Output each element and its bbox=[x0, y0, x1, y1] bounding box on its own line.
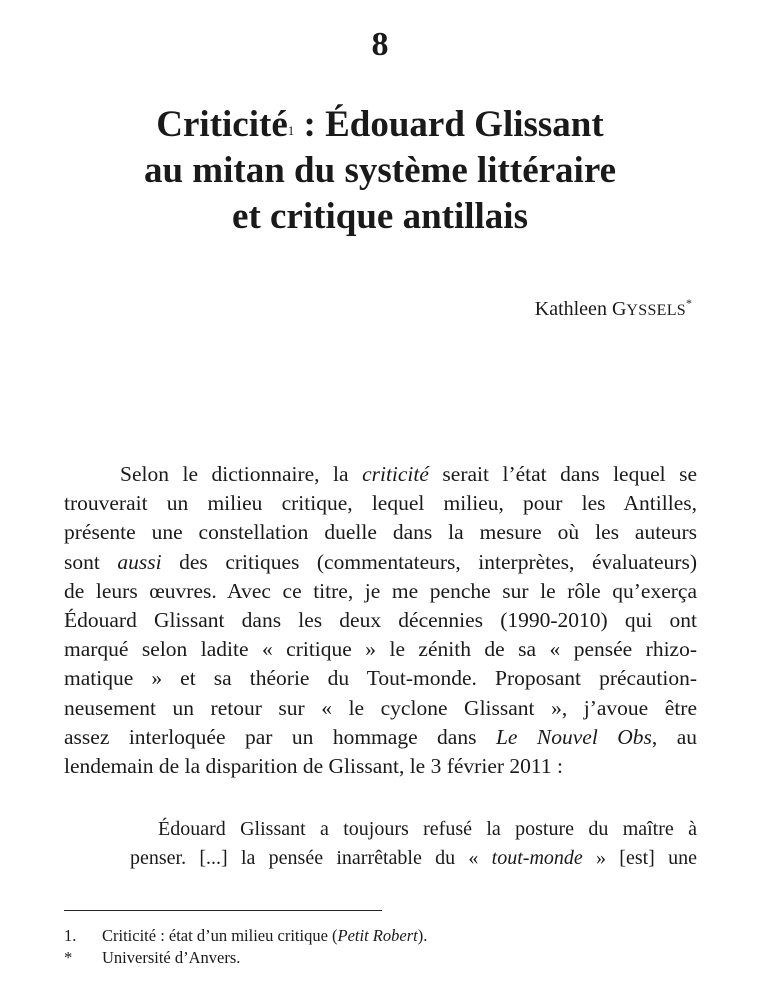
title-line-2: au mitan du système littéraire bbox=[143, 150, 617, 191]
author-footnote-ref[interactable]: * bbox=[686, 296, 692, 310]
paragraph-line: neusement un retour sur « le cyclone Glissant », j’avoue être bbox=[64, 695, 697, 720]
footnote-1 bbox=[64, 925, 427, 947]
title-footnote-ref[interactable]: 1 bbox=[287, 123, 295, 138]
footnote-divider bbox=[64, 910, 382, 911]
footnotes bbox=[64, 925, 427, 969]
paragraph-line: Édouard Glissant dans les deux décennies (1990-2010) qui ont bbox=[64, 608, 697, 633]
paragraph-line: de leurs œuvres. Avec ce titre, je me penche sur le rôle qu’exerça bbox=[64, 578, 697, 603]
paragraph-line: trouverait un milieu critique, lequel milieu, pour les Antilles, bbox=[64, 491, 697, 516]
block-quote bbox=[130, 815, 697, 873]
paragraph-line: marqué selon ladite « critique » le zénith de sa « pensée rhizo- bbox=[64, 637, 697, 662]
footnote-mark: * bbox=[64, 948, 73, 967]
paragraph-line: Selon le dictionnaire, la criticité serait l’état dans lequel se bbox=[120, 462, 698, 486]
chapter-number: 8 bbox=[371, 26, 389, 63]
footnote-mark: 1. bbox=[64, 926, 77, 945]
chapter-title bbox=[0, 102, 760, 240]
paragraph-line: lendemain de la disparition de Glissant, le 3 février 2011 : bbox=[64, 754, 563, 779]
footnote-text: Université d’Anvers. bbox=[102, 948, 241, 967]
quote-line: penser. [...] la pensée inarrêtable du « tout-monde » [est] une bbox=[130, 847, 697, 869]
paragraph-line: présente une constellation duelle dans la mesure où les auteurs bbox=[64, 520, 697, 545]
author-name: Kathleen GYSSELS* bbox=[534, 296, 692, 320]
paragraph-line: sont aussi des critiques (commentateurs, interprètes, évaluateurs) bbox=[64, 549, 697, 574]
footnote-affiliation bbox=[64, 947, 427, 969]
footnote-text: Criticité : état d’un milieu critique (Petit Robert). bbox=[102, 926, 428, 945]
title-line-1: Criticité$^1$ : Édouard Glissant bbox=[156, 104, 604, 145]
title-line-3: et critique antillais bbox=[232, 196, 528, 237]
paragraph-line: matique » et sa théorie du Tout-monde. Proposant précaution- bbox=[64, 666, 697, 691]
paragraph-line: assez interloquée par un hommage dans Le Nouvel Obs, au bbox=[64, 724, 698, 749]
quote-line: Édouard Glissant a toujours refusé la posture du maître à bbox=[158, 818, 697, 840]
body-paragraph bbox=[64, 460, 697, 781]
